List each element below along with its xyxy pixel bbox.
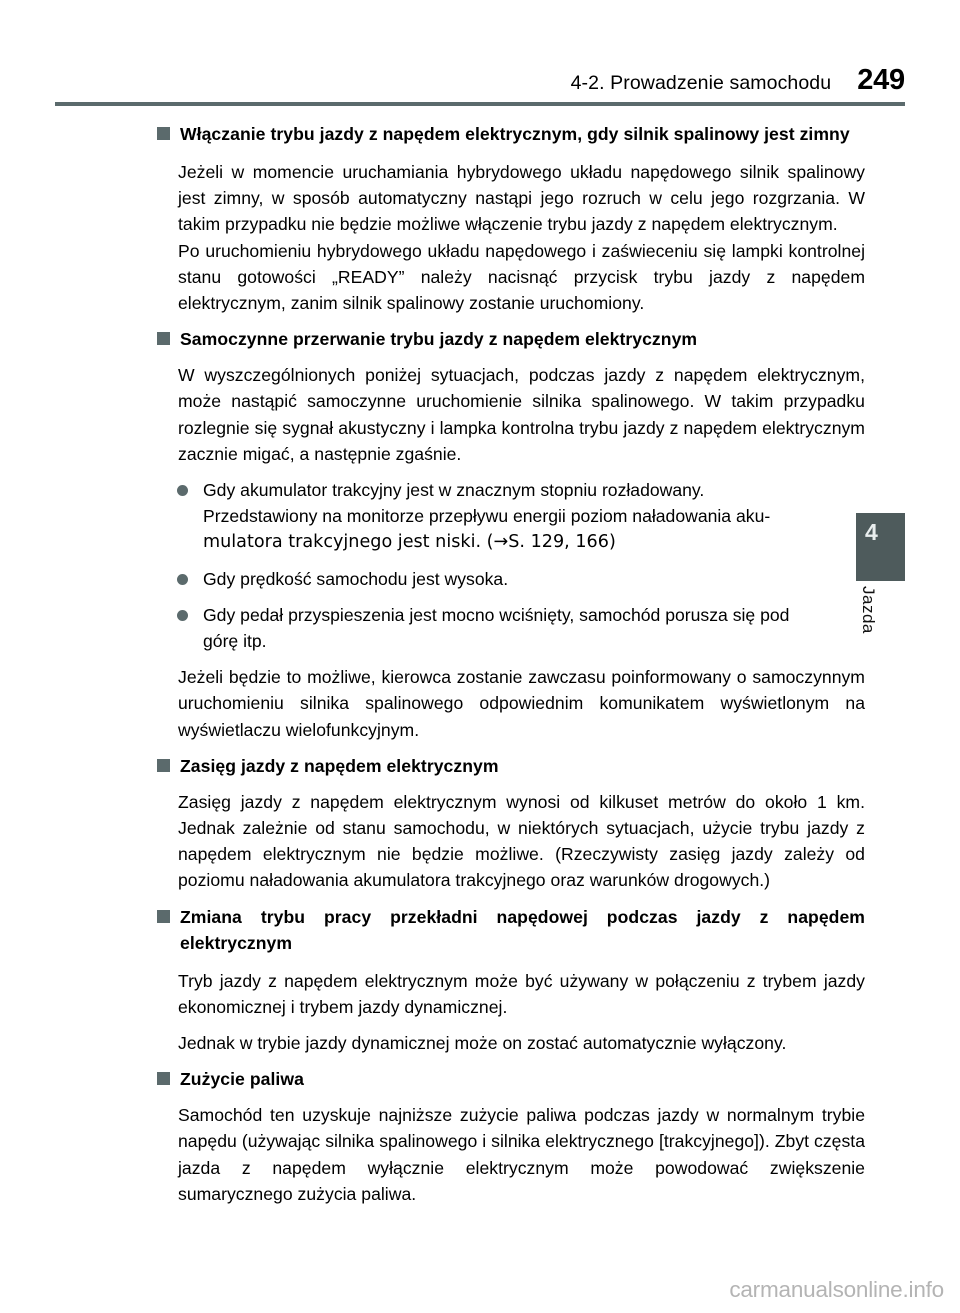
- list-item: [0, 477, 960, 556]
- square-bullet-icon: [157, 127, 170, 140]
- section-heading: [0, 326, 960, 352]
- chapter-tab: [856, 513, 905, 581]
- square-bullet-icon: [157, 910, 170, 923]
- body-paragraph: Jeżeli będzie to możliwe, kierowca zostanie zawczasu poinformowany o samoczynnym uruchomieniu silnika spalinowego odpowiednim komunikatem wyświetlonym na wyświetlaczu wielofunkcyjnym.: [178, 667, 865, 740]
- chapter-title: 4-2. Prowadzenie samochodu: [570, 72, 832, 94]
- square-bullet-icon: [157, 1072, 170, 1085]
- section-heading: [0, 753, 960, 779]
- section-heading-text: Włączanie trybu jazdy z napędem elektrycznym, gdy silnik spalinowy jest zimny: [180, 124, 850, 144]
- section-heading-text: Samoczynne przerwanie trybu jazdy z napędem elektrycznym: [180, 329, 698, 350]
- list-item: [0, 566, 960, 592]
- body-paragraph: Samochód ten uzyskuje najniższe zużycie paliwa podczas jazdy w normalnym trybie napędu (używając silnika spalinowego i silnika elektrycznego [trakcyjnego]). Zbyt częsta jazda z napędem wyłącznie elektrycznym może powodować zwiększenie sumarycznego zużycia paliwa.: [178, 1105, 865, 1204]
- body-paragraph: W wyszczególnionych poniżej sytuacjach, podczas jazdy z napędem elektrycznym, może nastąpić samoczynne uruchomienie silnika spalinowego. W takim przypadku rozlegnie się sygnał akustyczny i lampka kontrolna trybu jazdy z napędem elektrycznym zacznie migać, a następnie zgaśnie.: [178, 365, 865, 464]
- body-paragraph: Zasięg jazdy z napędem elektrycznym wynosi od kilkuset metrów do około 1 km. Jednak zależnie od stanu samochodu, w niektórych sytuacjach, użycie trybu jazdy z napędem elektrycznym nie będzie możliwe. (Rzeczywisty zasięg jazdy zależy od poziomu naładowania akumulatora trakcyjnego oraz warunków drogowych.): [178, 791, 865, 891]
- list-item-line: Gdy prędkość samochodu jest wysoka.: [203, 568, 509, 589]
- list-item-line-with-page-ref: mulatora trakcyjnego jest niski. (→S. 129, 166): [203, 532, 616, 553]
- bullet-list: [0, 477, 960, 654]
- header-divider: [55, 102, 905, 106]
- round-bullet-icon: [177, 610, 188, 621]
- chapter-tab-label: Jazda: [859, 586, 878, 634]
- page-content: [0, 121, 960, 1207]
- page-number: 249: [857, 64, 905, 96]
- list-item-line: Gdy akumulator trakcyjny jest w znacznym stopniu rozładowany.: [203, 480, 705, 501]
- section-heading: [0, 121, 960, 147]
- section-heading: [0, 1066, 960, 1092]
- section-heading-text: Zasięg jazdy z napędem elektrycznym: [180, 755, 499, 776]
- square-bullet-icon: [157, 332, 170, 345]
- square-bullet-icon: [157, 759, 170, 772]
- body-paragraph: Jeżeli w momencie uruchamiania hybrydowego układu napędowego silnik spalinowy jest zimny, w sposób automatyczny nastąpi jego rozruch w celu jego rozgrzania. W takim przypadku nie będzie możliwe włączenie trybu jazdy z napędem elektrycznym.: [178, 162, 865, 235]
- list-item-line: Przedstawiony na monitorze przepływu energii poziom naładowania aku-: [203, 506, 771, 527]
- list-item-line: Gdy pedał przyspieszenia jest mocno wciśnięty, samochód porusza się pod: [203, 604, 790, 625]
- list-item: [0, 602, 960, 654]
- round-bullet-icon: [177, 574, 188, 585]
- section-heading-text: Zmiana trybu pracy przekładni napędowej podczas jazdy z napędem elektrycznym: [180, 906, 865, 953]
- section-heading: [0, 904, 960, 956]
- footer-watermark: carmanualsonline.info: [729, 1277, 944, 1302]
- body-paragraph: Po uruchomieniu hybrydowego układu napędowego i zaświeceniu się lampki kontrolnej stanu gotowości „READY” należy nacisnąć przycisk trybu jazdy z napędem elektrycznym, zanim silnik spalinowy zostanie uruchomiony.: [178, 240, 865, 314]
- chapter-tab-number: 4: [865, 519, 878, 545]
- section-heading-text: Zużycie paliwa: [180, 1069, 304, 1090]
- body-paragraph: Tryb jazdy z napędem elektrycznym może być używany w połączeniu z trybem jazdy ekonomicznej i trybem jazdy dynamicznej.: [178, 970, 865, 1017]
- body-paragraph: Jednak w trybie jazdy dynamicznej może on zostać automatycznie wyłączony.: [178, 1033, 787, 1054]
- round-bullet-icon: [177, 485, 188, 496]
- list-item-line: górę itp.: [203, 631, 267, 652]
